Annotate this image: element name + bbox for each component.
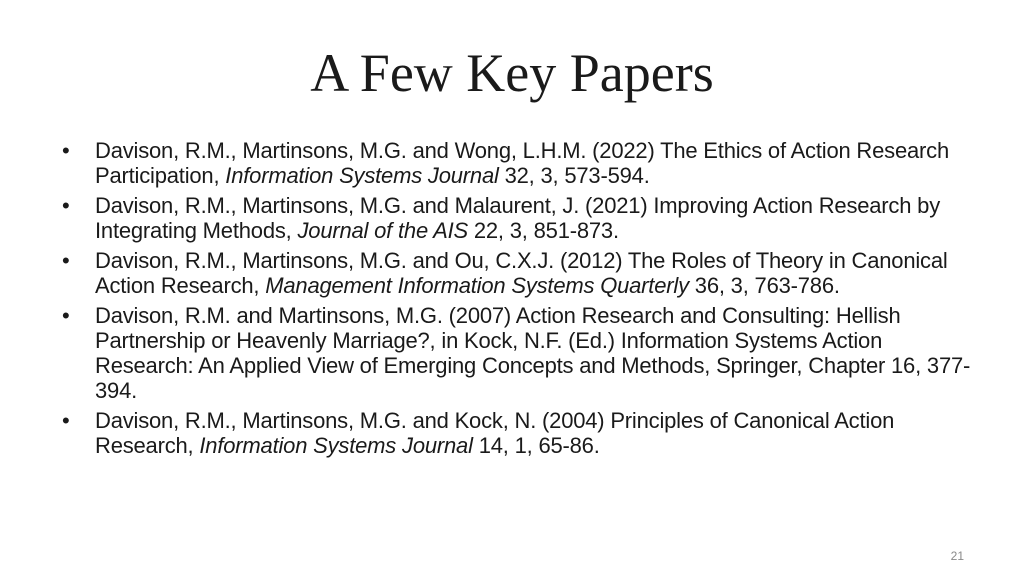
reference-text [95,138,949,188]
bullet-icon: • [62,138,70,163]
bullet-icon: • [62,193,70,218]
reference-list [62,138,974,463]
reference-citation: Davison, R.M., Martinsons, M.G. and Kock, N. (2004) Principles of Canonical Action Research, [95,408,895,458]
reference-volume: 32, 3, 573-594. [498,163,650,188]
bullet-icon: • [62,408,70,433]
reference-citation: Davison, R.M., Martinsons, M.G. and Malaurent, J. (2021) Improving Action Research by Integrating Methods, [95,193,941,243]
slide-title: A Few Key Papers [310,43,714,103]
reference-journal: Information Systems Journal [225,163,499,188]
reference-item [62,408,974,458]
reference-volume: 22, 3, 851-873. [467,218,619,243]
reference-volume: 14, 1, 65-86. [472,433,600,458]
reference-text [95,303,970,403]
reference-item [62,248,974,298]
reference-citation: Davison, R.M. and Martinsons, M.G. (2007) Action Research and Consulting: Hellish Partnership or Heavenly Marriage?, in Kock, N.F. (Ed.) Information Systems Action Research: An Applied View of Emerging Concepts and Methods, Springer, Chapter 16, 377-394. [95,303,971,403]
page-number: 21 [950,549,964,563]
reference-citation: Davison, R.M., Martinsons, M.G. and Wong, L.H.M. (2022) The Ethics of Action Research Participation, [95,138,949,188]
reference-citation: Davison, R.M., Martinsons, M.G. and Ou, C.X.J. (2012) The Roles of Theory in Canonical Action Research, [95,248,948,298]
bullet-icon: • [62,303,70,328]
reference-item [62,303,974,403]
reference-item [62,138,974,188]
reference-volume: 36, 3, 763-786. [688,273,840,298]
reference-text [95,248,948,298]
reference-journal: Information Systems Journal [199,433,473,458]
reference-text [95,193,940,243]
bullet-icon: • [62,248,70,273]
reference-text [95,408,894,458]
reference-journal: Management Information Systems Quarterly [265,273,689,298]
reference-item [62,193,974,243]
reference-journal: Journal of the AIS [297,218,468,243]
